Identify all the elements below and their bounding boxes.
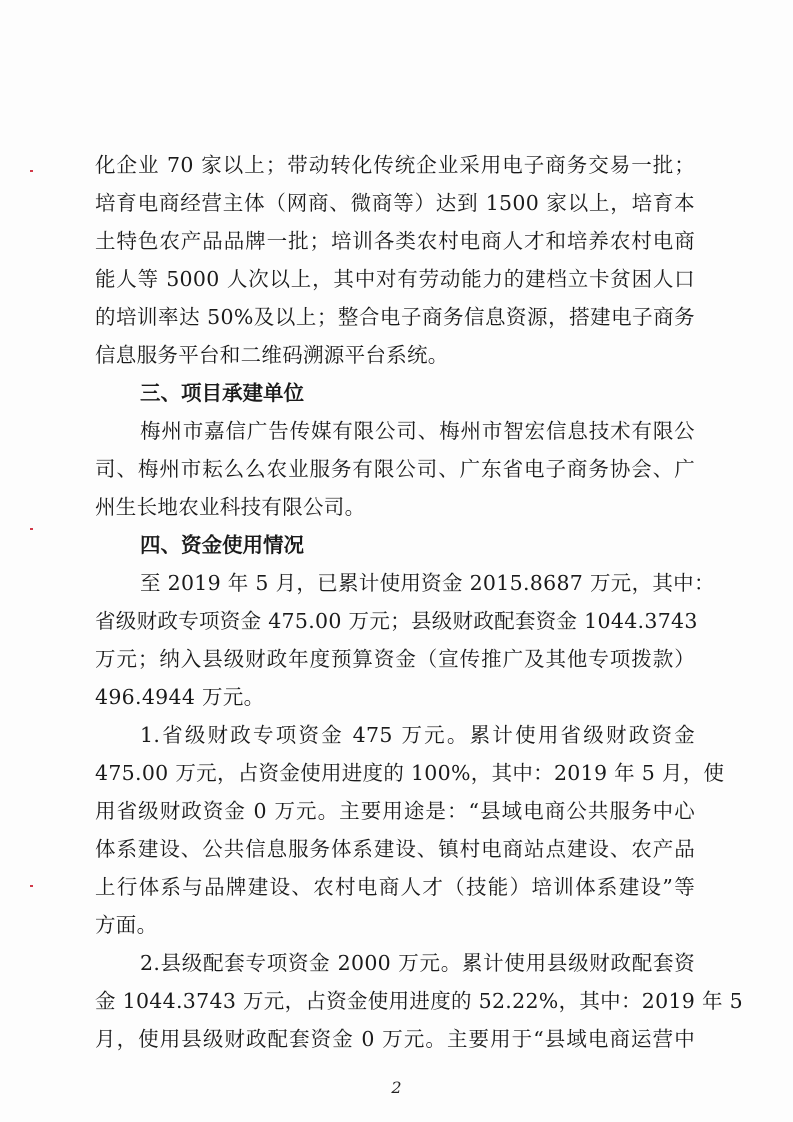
paragraph-line: 司、梅州市耘么么农业服务有限公司、广东省电子商务协会、广 <box>95 457 695 481</box>
margin-mark <box>30 528 33 530</box>
paragraph-line: 培育电商经营主体（网商、微商等）达到 1500 家以上，培育本 <box>95 191 695 215</box>
paragraph-line: 万元；纳入县级财政年度预算资金（宣传推广及其他专项拨款） <box>95 647 695 671</box>
paragraph-line: 上行体系与品牌建设、农村电商人才（技能）培训体系建设”等 <box>95 875 695 899</box>
paragraph-line: 用省级财政资金 0 万元。主要用途是：“县域电商公共服务中心 <box>95 799 695 823</box>
margin-mark <box>30 170 33 172</box>
page-number: 2 <box>391 1078 402 1097</box>
paragraph-line: 1.省级财政专项资金 475 万元。累计使用省级财政资金 <box>140 723 695 747</box>
paragraph-line: 州生长地农业科技有限公司。 <box>95 495 366 519</box>
paragraph-line: 梅州市嘉信广告传媒有限公司、梅州市智宏信息技术有限公 <box>140 419 695 443</box>
paragraph-line: 475.00 万元，占资金使用进度的 100%，其中：2019 年 5 月，使 <box>95 761 725 785</box>
paragraph-line: 至 2019 年 5 月，已累计使用资金 2015.8687 万元，其中： <box>140 571 715 595</box>
paragraph-line: 2.县级配套专项资金 2000 万元。累计使用县级财政配套资 <box>140 951 695 975</box>
paragraph-line: 体系建设、公共信息服务体系建设、镇村电商站点建设、农产品 <box>95 837 695 861</box>
paragraph-line: 金 1044.3743 万元，占资金使用进度的 52.22%，其中：2019 年 5 <box>95 989 743 1013</box>
paragraph-line: 土特色农产品品牌一批；培训各类农村电商人才和培养农村电商 <box>95 229 695 253</box>
paragraph-line: 化企业 70 家以上；带动转化传统企业采用电子商务交易一批； <box>95 153 695 177</box>
paragraph-line: 496.4944 万元。 <box>95 685 265 709</box>
paragraph-line: 省级财政专项资金 475.00 万元；县级财政配套资金 1044.3743 <box>95 609 698 633</box>
paragraph-line: 的培训率达 50%及以上；整合电子商务信息资源，搭建电子商务 <box>95 305 695 329</box>
paragraph-line: 能人等 5000 人次以上，其中对有劳动能力的建档立卡贫困人口 <box>95 267 695 291</box>
paragraph-line: 方面。 <box>95 913 158 937</box>
paragraph-line: 月，使用县级财政配套资金 0 万元。主要用于“县域电商运营中 <box>95 1027 695 1051</box>
margin-mark <box>30 885 33 887</box>
section-heading: 三、项目承建单位 <box>140 381 304 405</box>
section-heading: 四、资金使用情况 <box>140 533 304 557</box>
paragraph-line: 信息服务平台和二维码溯源平台系统。 <box>95 343 449 367</box>
